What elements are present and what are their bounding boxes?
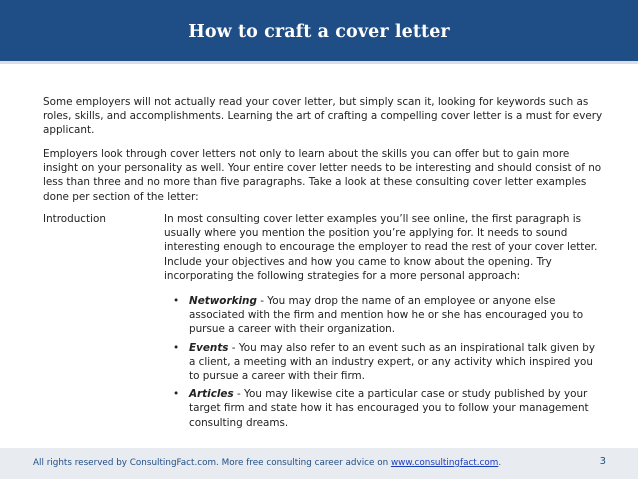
bullet-term: Networking [189, 295, 257, 307]
bullet-icon: • [173, 341, 180, 354]
bullet-term: Events [189, 341, 229, 354]
footer-text-end: . [498, 458, 502, 468]
paragraph-employers: Employers look through cover letters not only to learn about the skills you can offer but to gain more insight on your personality as well. Your entire cover letter needs to be interesting and should consist of no less than three and no more than five paragraphs. Take a look at these consulting cover letter examples done per section of the letter: [43, 148, 602, 203]
bullet-text: - You may also refer to an event such as an inspirational talk given by a client, a meeting with an industry expert, or any activity which inspired you to pursue a career with their firm. [189, 341, 595, 383]
footer-link[interactable]: www.consultingfact.com [390, 458, 499, 468]
slide-footer [0, 448, 638, 479]
list-item [164, 294, 604, 337]
bullet-term: Articles [189, 388, 234, 401]
paragraph-intro: Some employers will not actually read your cover letter, but simply scan it, looking for keywords such as roles, skills, and accomplishments. Learning the art of crafting a compelling cover letter is a must for every applicant. [43, 96, 603, 137]
section-label: Introduction [43, 213, 106, 225]
footer-text: All rights reserved by ConsultingFact.com. More free consulting career advice on [33, 458, 391, 468]
slide-header [0, 0, 638, 64]
bullet-text: - You may likewise cite a particular case or study published by your target firm and state how it has encouraged you to follow your management consulting dreams. [189, 388, 589, 429]
bullet-icon: • [173, 295, 180, 307]
strategy-list [164, 294, 604, 434]
bullet-text: - You may drop the name of an employee or anyone else associated with the firm and mention how he or she has encouraged you to pursue a career with their organization. [189, 295, 584, 336]
page-number: 3 [599, 456, 606, 467]
list-item [164, 341, 604, 384]
bullet-icon: • [173, 388, 180, 401]
section-text: In most consulting cover letter examples you’ll see online, the first paragraph is usually where you mention the position you’re applying for. It needs to sound interesting enough to encourage the employer to read the rest of your cover letter. Include your objectives and how you came to know about the opening. Try incorporating the following strategies for a more personal approach: [164, 213, 598, 282]
list-item [164, 387, 604, 430]
slide-title: How to craft a cover letter [188, 22, 450, 42]
footer-copyright [33, 458, 501, 468]
